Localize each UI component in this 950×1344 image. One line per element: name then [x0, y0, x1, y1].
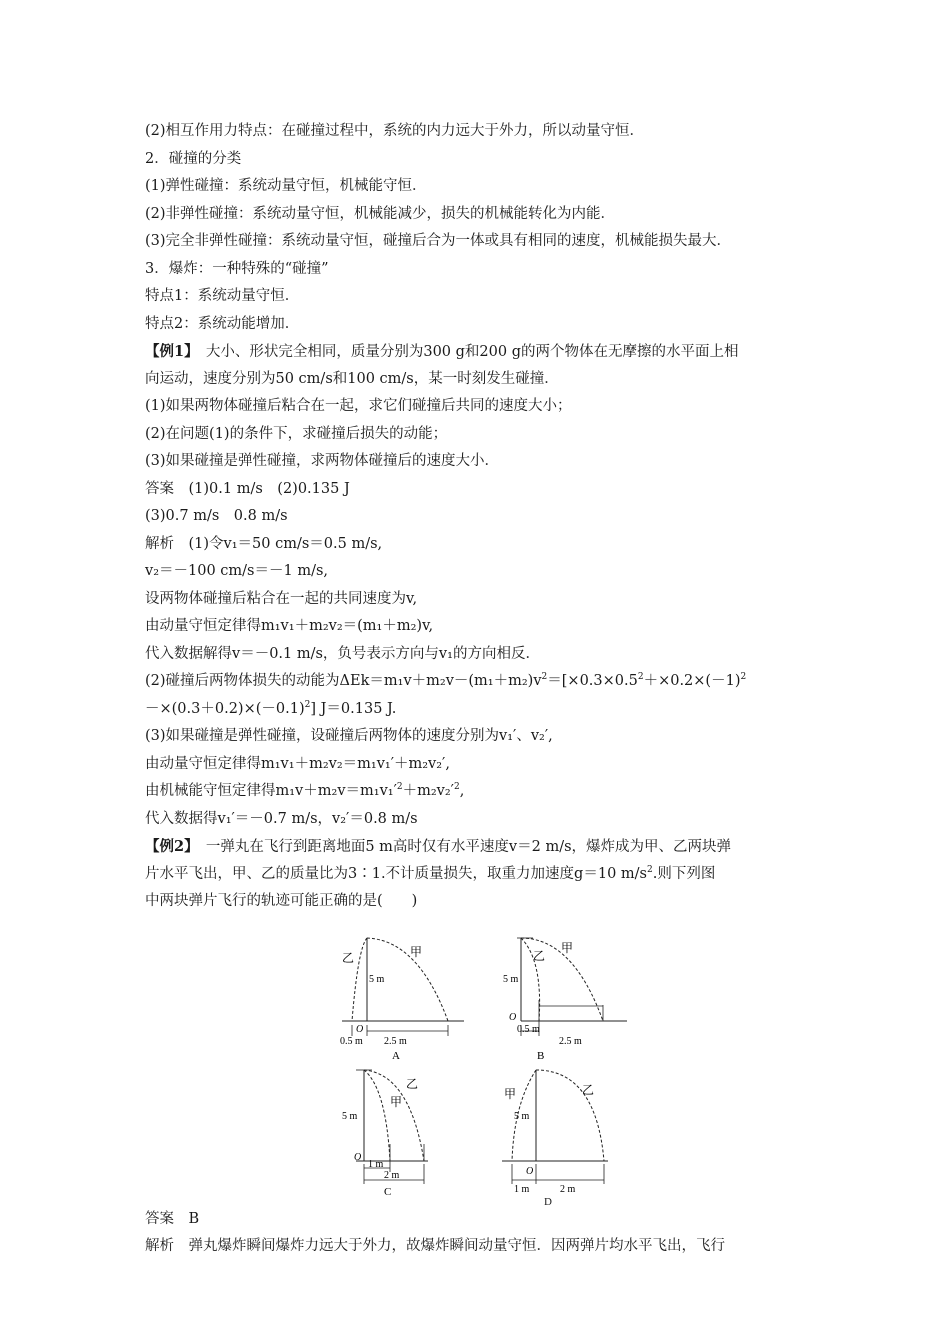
solution-line: 由动量守恒定律得m₁v₁＋m₂v₂＝m₁v₁′＋m₂v₂′,	[145, 755, 450, 772]
distance-label: 2.5 m	[384, 1035, 407, 1047]
solution-line: (3)如果碰撞是弹性碰撞，设碰撞后两物体的速度分别为v₁′、v₂′,	[145, 728, 553, 744]
origin-label: O	[509, 1011, 517, 1023]
trajectory-figures	[145, 916, 815, 1206]
solution-line: 由机械能守恒定律得$m_1v+m_2v=m_1v_1'^2+m_2v_2'^2$,	[145, 782, 465, 799]
origin-label: O	[526, 1165, 534, 1177]
text-line: (2)非弹性碰撞：系统动量守恒，机械能减少，损失的机械能转化为内能．	[145, 205, 616, 222]
question-3: (3)如果碰撞是弹性碰撞，求两物体碰撞后的速度大小．	[145, 453, 500, 469]
section-heading: 3．爆炸：一种特殊的“碰撞”	[145, 260, 329, 277]
solution-line: $-\times(0.3+0.2)\times(-0.1)^2$] J＝0.135 J.	[145, 699, 397, 717]
solution-line: 设两物体碰撞后粘合在一起的共同速度为v,	[145, 590, 418, 607]
example1-stem: 向运动，速度分别为50 cm/s和100 cm/s，某一时刻发生碰撞．	[145, 370, 559, 387]
section-heading: 2．碰撞的分类	[145, 150, 242, 167]
label-jia: 甲	[390, 1094, 403, 1109]
solution-line: 代入数据解得v＝－0.1 m/s，负号表示方向与v₁的方向相反．	[145, 645, 540, 662]
label-yi: 乙	[342, 950, 355, 965]
example2-tag: 【例2】	[145, 838, 192, 855]
figure-label: B	[537, 1049, 545, 1062]
distance-label: 1 m	[514, 1183, 530, 1195]
distance-label: 2 m	[560, 1183, 576, 1195]
distance-label: 1 m	[368, 1158, 384, 1170]
label-yi: 乙	[582, 1082, 595, 1097]
label-jia: 甲	[410, 944, 423, 959]
height-label: 5 m	[342, 1110, 358, 1122]
distance-label: 2.5 m	[559, 1035, 582, 1047]
solution-line: v₂＝－100 cm/s＝－1 m/s,	[145, 563, 329, 579]
example2-stem: 中两块弹片飞行的轨迹可能正确的是( )	[145, 893, 418, 909]
label-jia: 甲	[561, 940, 574, 955]
figure-b	[503, 930, 633, 1066]
solution-line: 由动量守恒定律得m₁v₁＋m₂v₂＝(m₁＋m₂)v,	[145, 618, 434, 634]
figure-d	[500, 1064, 635, 1208]
text-line: (2)相互作用力特点：在碰撞过程中，系统的内力远大于外力，所以动量守恒．	[145, 123, 645, 139]
answer-line: (3)0.7 m/s 0.8 m/s	[145, 508, 288, 524]
distance-label: 0.5 m	[340, 1035, 363, 1047]
distance-label: 0.5 m	[517, 1023, 540, 1035]
origin-label: O	[354, 1151, 362, 1163]
distance-label: 2 m	[384, 1169, 400, 1181]
text-line: 特点2：系统动能增加．	[145, 315, 300, 332]
solution-line: 解析 (1)令v₁＝50 cm/s＝0.5 m/s,	[145, 535, 383, 552]
example1-tag: 【例1】	[145, 343, 192, 360]
figure-c	[340, 1064, 470, 1200]
label-jia: 甲	[504, 1086, 517, 1101]
solution-line: 解析 弹丸爆炸瞬间爆炸力远大于外力，故爆炸瞬间动量守恒．因两弹片均水平飞出，飞行	[145, 1238, 725, 1254]
height-label: 5 m	[514, 1110, 530, 1122]
example1-stem: 【例1】 大小、形状完全相同，质量分别为300 g和200 g的两个物体在无摩擦的水平面上相	[145, 343, 739, 360]
height-label: 5 m	[369, 973, 385, 985]
figure-label: C	[384, 1185, 392, 1196]
label-yi: 乙	[533, 948, 546, 963]
figure-label: A	[392, 1049, 400, 1062]
figure-a	[340, 930, 470, 1066]
figure-label: D	[544, 1195, 552, 1208]
example2-stem: 片水平飞出，甲、乙的质量比为3∶1.不计质量损失，取重力加速度g＝10 $m/s^2$.则下列图	[145, 864, 716, 882]
height-label: 5 m	[503, 973, 519, 985]
example2-stem: 【例2】 一弹丸在飞行到距离地面5 m高时仅有水平速度v＝2 m/s，爆炸成为甲、乙两块弹	[145, 838, 732, 855]
text-line: (1)弹性碰撞：系统动量守恒，机械能守恒．	[145, 178, 427, 194]
question-2: (2)在问题(1)的条件下，求碰撞后损失的动能；	[145, 425, 448, 442]
text-line: 特点1：系统动量守恒．	[145, 288, 300, 304]
solution-line: 代入数据得v₁′＝－0.7 m/s，v₂′＝0.8 m/s	[145, 810, 418, 827]
text-line: (3)完全非弹性碰撞：系统动量守恒，碰撞后合为一体或具有相同的速度，机械能损失最大．	[145, 233, 732, 249]
answer-line: 答案 (1)0.1 m/s (2)0.135 J	[145, 480, 350, 497]
answer-line: 答案 B	[145, 1210, 200, 1227]
question-1: (1)如果两物体碰撞后粘合在一起，求它们碰撞后共同的速度大小；	[145, 398, 572, 414]
solution-line: (2)碰撞后两物体损失的动能为$\Delta Ek=m_1v+m_2v-(m_1+m_2)v^2=[\times 0.3\times 0.5^2+\times 0.2\times(-1)^2$	[145, 672, 747, 689]
document-page	[145, 118, 815, 1261]
origin-label: O	[356, 1023, 364, 1035]
label-yi: 乙	[406, 1076, 419, 1091]
